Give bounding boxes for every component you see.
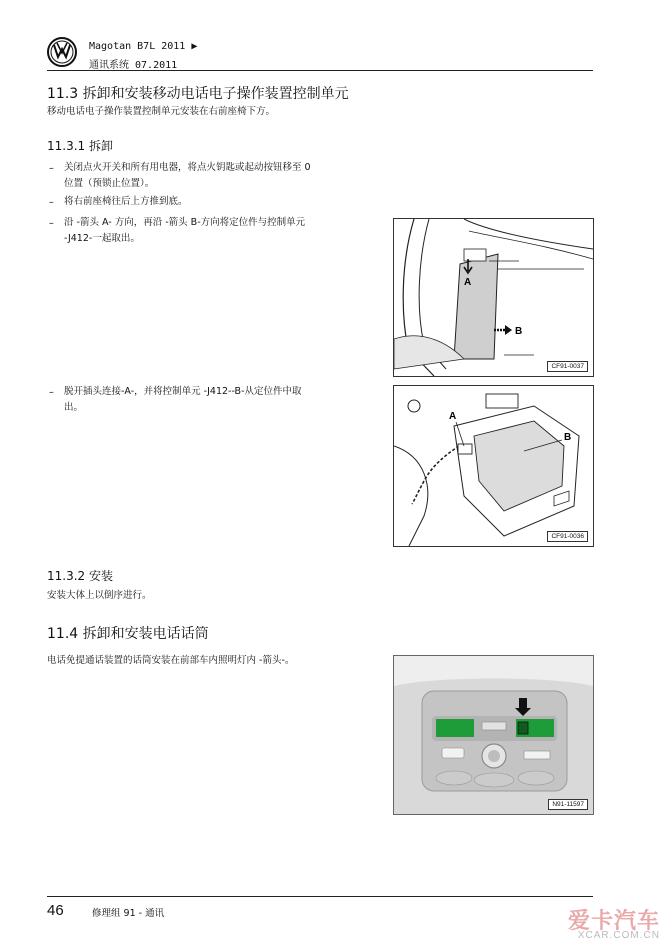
figure-cf91-0036 <box>393 385 594 547</box>
section-11-3-1-heading: 11.3.1 拆卸 <box>47 139 113 153</box>
figure-2-label-b: B <box>564 432 572 443</box>
figure-3-code: N91-11597 <box>548 799 588 810</box>
section-11-4-text: 电话免提通话装置的话筒安装在前部车内照明灯内 -箭头-。 <box>47 655 295 666</box>
figure-2-code: CF91-0036 <box>547 531 588 542</box>
arrow-b-icon <box>505 325 512 335</box>
figure-cf91-0037 <box>393 218 594 377</box>
watermark-main: 爱卡汽车 <box>567 908 660 933</box>
vw-logo <box>47 37 77 67</box>
step-3-line-1: 沿 -箭头 A- 方向，再沿 -箭头 B-方向将定位件与控制单元 <box>64 217 306 228</box>
figure-n91-11597 <box>393 655 594 815</box>
step-1-line-2: 位置（预锁止位置）。 <box>64 178 155 189</box>
footer-text: 修理组 91 - 通讯 <box>92 908 165 919</box>
control-unit-illustration <box>394 386 593 546</box>
figure-2-label-a: A <box>449 411 457 422</box>
seat-illustration-a <box>394 219 593 376</box>
header-model <box>89 41 197 52</box>
section-11-3-intro: 移动电话电子操作装置控制单元安装在右前座椅下方。 <box>47 106 276 117</box>
step-1-line-1: 关闭点火开关和所有用电器，将点火钥匙或起动按钮移至 0 <box>64 162 311 173</box>
header-subtitle: 通讯系统 07.2011 <box>89 60 178 71</box>
page-number: 46 <box>47 902 64 919</box>
figure-1-label-b: B <box>515 326 523 337</box>
green-marker-left <box>436 719 474 737</box>
connector-a <box>458 444 472 454</box>
step-2-dash: – <box>49 197 54 208</box>
pointer-symbol-icon <box>408 400 420 412</box>
section-11-3-2-heading: 11.3.2 安装 <box>47 569 113 583</box>
header-arrow-icon: ▶ <box>191 41 198 52</box>
microphone <box>518 722 528 734</box>
step-2-line-1: 将右前座椅往后上方推到底。 <box>64 196 188 207</box>
footer-rule <box>47 896 593 897</box>
figure-1-label-a: A <box>464 277 472 288</box>
header-model-text: Magotan B7L 2011 <box>89 41 186 52</box>
section-11-4-heading: 11.4 拆卸和安装电话话筒 <box>47 626 209 642</box>
step-4-dash: – <box>49 387 54 398</box>
section-11-3-heading: 11.3 拆卸和安装移动电话电子操作装置控制单元 <box>47 86 349 102</box>
interior-light-photo <box>394 656 593 814</box>
section-11-3-2-text: 安装大体上以倒序进行。 <box>47 590 152 601</box>
figure-1-code: CF91-0037 <box>547 361 588 372</box>
step-4-line-2: 出。 <box>64 402 84 413</box>
step-1-dash: – <box>49 163 54 174</box>
step-3-line-2: -J412-一起取出。 <box>64 233 140 244</box>
step-3-dash: – <box>49 218 54 229</box>
header-rule <box>47 70 593 71</box>
watermark-url: XCAR.COM.CN <box>577 930 660 941</box>
step-4-line-1: 脱开插头连接-A-，并将控制单元 -J412--B-从定位件中取 <box>64 386 302 397</box>
